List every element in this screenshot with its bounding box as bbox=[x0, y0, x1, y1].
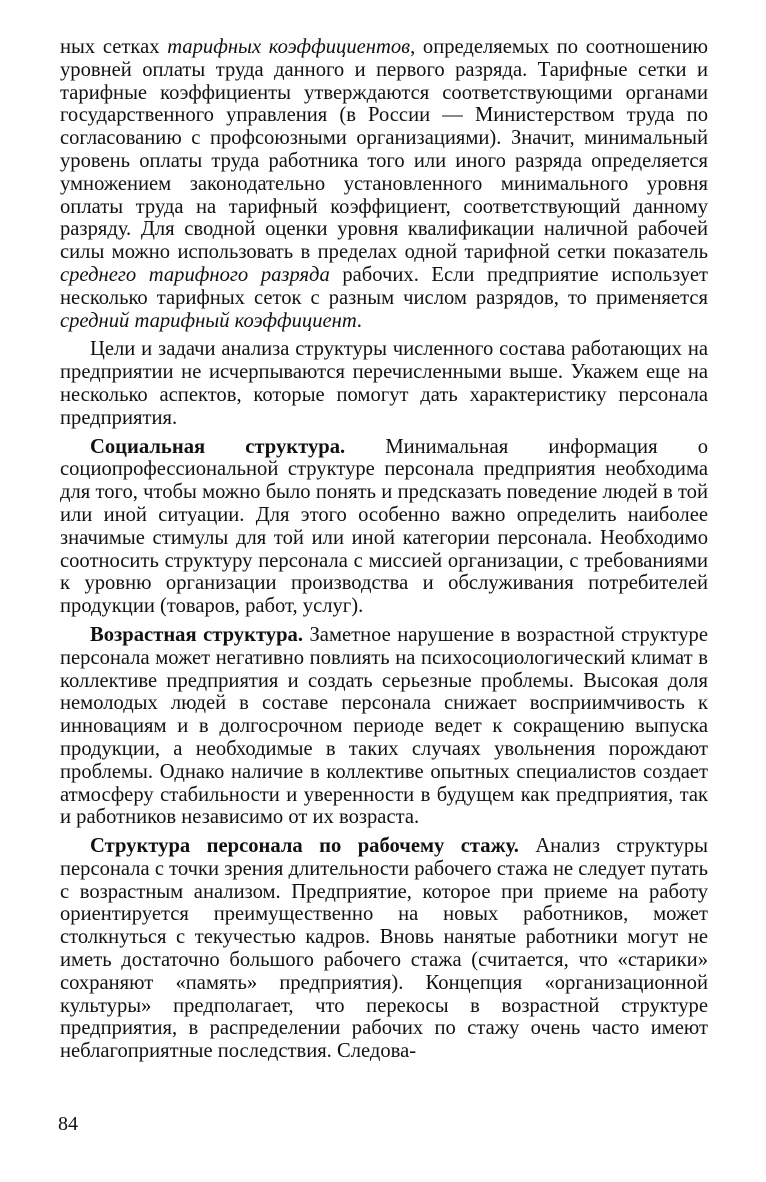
italic-term: средний тарифный коэффициент bbox=[60, 309, 357, 332]
paragraph-2 bbox=[60, 338, 708, 429]
run: Анализ структуры персонала с точки зрения длительности рабочего стажа не следует путать с возрастным анализом. Предприятие, которое при приеме на работу ориентируется преимущественно на новых работников, может столкнуться с текучестью кадров. Вновь нанятые работники могут не иметь достаточно большого рабочего стажа (считается, что «старики» сохраняют «память» предприятия). Концепция «организационной культуры» предполагает, что перекосы в возрастной структуре предприятия, в распределении рабочих по стажу очень часто имеют неблагоприятные последствия. Следова- bbox=[60, 835, 708, 1063]
run: Минимальная информация о социопрофессиональной структуре персонала предприятия необходима для того, чтобы можно было понять и предсказать поведение людей в той или иной ситуации. Для этого особенно важно определить наиболее значимые стимулы для той или иной категории персонала. Необходимо соотносить структуру персонала с миссией организации, с требованиями к уровню организации производства и обслуживания потребителей продукции (товаров, работ, услуг). bbox=[60, 435, 708, 618]
paragraph-1 bbox=[60, 36, 708, 332]
section-heading-tenure: Структура персонала по рабочему стажу. bbox=[90, 835, 519, 858]
run: . bbox=[356, 309, 362, 332]
run: ных сетках bbox=[60, 36, 168, 58]
run: Заметное нарушение в возрастной структуре персонала может негативно повлиять на психосоциологический климат в коллективе предприятия и создать серьезные проблемы. Высокая доля немолодых людей в составе персонала снижает восприимчивость к инновациям и в долгосрочном периоде ведет к сокращению выпуска продукции, а необходимые в таких случаях увольнения порождают проблемы. Однако наличие в коллективе опытных специалистов создает атмосферу стабильности и уверенности в будущем как предприятия, так и работников независимо от их возраста. bbox=[60, 623, 708, 829]
section-heading-age: Возрастная структура. bbox=[90, 623, 303, 646]
page-body bbox=[60, 36, 708, 1069]
run: Цели и задачи анализа структуры численного состава работающих на предприятии не исчерпываются перечисленными выше. Укажем еще на несколько аспектов, которые помогут дать характеристику персонала предприятия. bbox=[60, 338, 708, 429]
run: рабочих. Если предприятие использует несколько тарифных сеток с разным числом разрядов, то применяется bbox=[60, 263, 708, 309]
paragraph-age-structure bbox=[60, 624, 708, 829]
section-heading-social: Социальная структура. bbox=[90, 435, 346, 458]
italic-term: среднего тарифного разряда bbox=[60, 263, 330, 286]
italic-term: тарифных коэффициентов bbox=[167, 36, 411, 58]
paragraph-social-structure bbox=[60, 436, 708, 618]
page-number: 84 bbox=[58, 1113, 78, 1135]
run: , определяемых по соотношению уровней оплаты труда данного и первого разряда. Тарифные сетки и тарифные коэффициенты утверждаются соответствующими органами государственного управления (в России — Министерством труда по согласованию с профсоюзными организациями). Значит, минимальный уровень оплаты труда работника того или иного разряда определяется умножением законодательно установленного минимального уровня оплаты труда на тарифный коэффициент, соответствующий данному разряду. Для сводной оценки уровня квалификации наличной рабочей силы можно использовать в пределах одной тарифной сетки показатель bbox=[60, 36, 708, 264]
paragraph-tenure-structure bbox=[60, 835, 708, 1063]
